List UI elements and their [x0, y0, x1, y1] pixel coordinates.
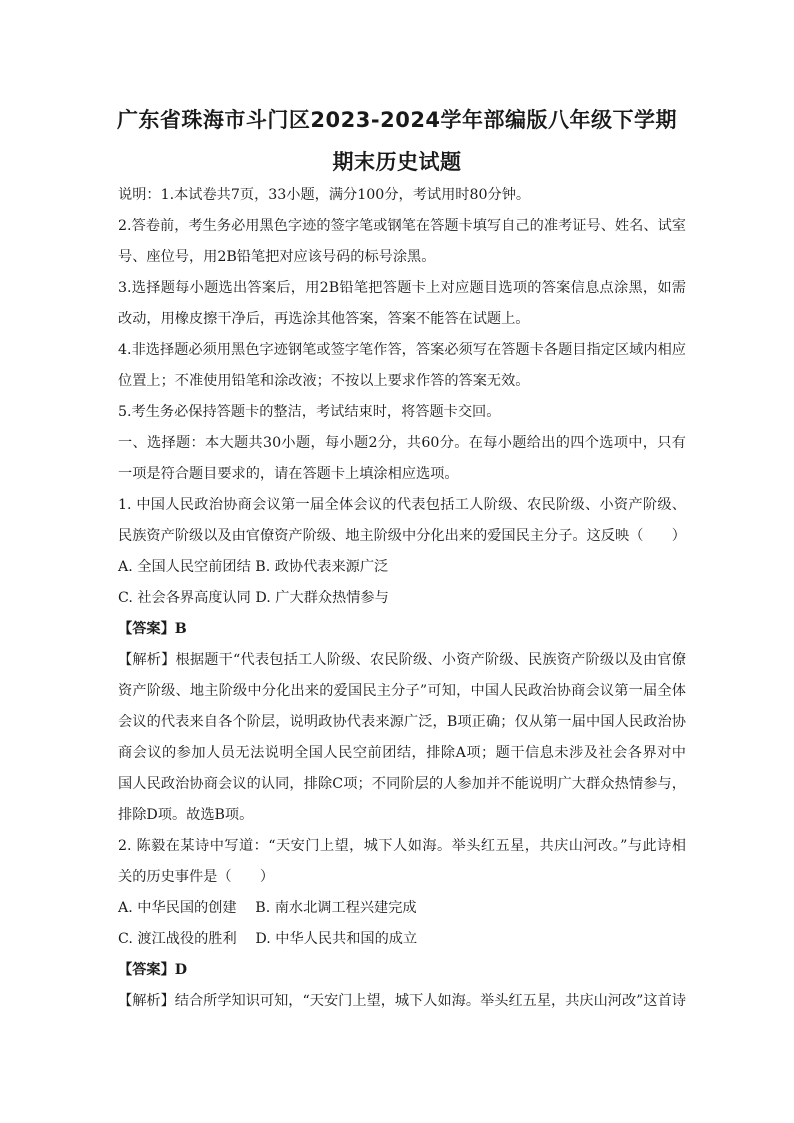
question-1-analysis: 国人民政治协商会议的认同，排除C项；不同阶层的人参加并不能说明广大群众热情参与， [118, 776, 686, 792]
instructions-line: 位置上；不准使用铅笔和涂改液；不按以上要求作答的答案无效。 [118, 373, 530, 389]
instructions-line: 5.考生务必保持答题卡的整洁，考试结束时，将答题卡交回。 [118, 404, 501, 420]
question-2-options: A. 中华民国的创建 B. 南水北调工程兴建完成 [118, 900, 417, 916]
exam-title-line-1: 广东省珠海市斗门区2023-2024学年部编版八年级下学期 [116, 108, 678, 132]
instructions-line: 2.答卷前，考生务必用黑色字迹的签字笔或钢笔在答题卡填写自己的准考证号、姓名、试室 [118, 218, 686, 234]
section-heading: 一、选择题：本大题共30小题，每小题2分，共60分。在每小题给出的四个选项中，只有 [118, 435, 686, 451]
instructions-line: 号、座位号，用2B铅笔把对应该号码的标号涂黑。 [118, 249, 436, 265]
question-2-options: C. 渡江战役的胜利 D. 中华人民共和国的成立 [118, 931, 418, 947]
question-1-text: 1. 中国人民政治协商会议第一届全体会议的代表包括工人阶级、农民阶级、小资产阶级、 [118, 497, 686, 513]
instructions-line: 4.非选择题必须用黑色字迹钢笔或签字笔作答，答案必须写在答题卡各题目指定区域内相应 [118, 342, 686, 358]
question-1-answer: 【答案】B [118, 621, 187, 637]
question-2-answer: 【答案】D [118, 962, 188, 978]
question-1-analysis: 排除D项。故选B项。 [118, 807, 254, 823]
section-heading: 一项是符合题目要求的，请在答题卡上填涂相应选项。 [118, 466, 459, 482]
question-2-analysis: 【解析】结合所学知识可知，“天安门上望，城下人如海。举头红五星，共庆山河改”这首诗 [118, 993, 686, 1009]
question-1-options: C. 社会各界高度认同 D. 广大群众热情参与 [118, 590, 389, 606]
instructions-line: 改动，用橡皮擦干净后，再选涂其他答案，答案不能答在试题上。 [118, 311, 530, 327]
instructions-line: 3.选择题每小题选出答案后，用2B铅笔把答题卡上对应题目选项的答案信息点涂黑，如需 [118, 280, 686, 296]
question-1-options: A. 全国人民空前团结 B. 政协代表来源广泛 [118, 559, 389, 575]
question-2-text: 关的历史事件是（ ） [118, 869, 275, 885]
question-1-analysis: 【解析】根据题干“代表包括工人阶级、农民阶级、小资产阶级、民族资产阶级以及由官僚 [118, 652, 686, 668]
instructions-line: 说明：1.本试卷共7页，33小题，满分100分，考试用时80分钟。 [118, 187, 531, 203]
question-2-text: 2. 陈毅在某诗中写道：“天安门上望，城下人如海。举头红五星，共庆山河改。”与此诗相 [118, 838, 686, 854]
question-1-analysis: 会议的代表来自各个阶层，说明政协代表来源广泛，B项正确；仅从第一届中国人民政治协 [118, 714, 686, 730]
exam-title-line-2: 期末历史试题 [332, 150, 462, 174]
question-1-analysis: 资产阶级、地主阶级中分化出来的爱国民主分子”可知，中国人民政治协商会议第一届全体 [118, 683, 686, 699]
question-1-text: 民族资产阶级以及由官僚资产阶级、地主阶级中分化出来的爱国民主分子。这反映（ ） [118, 528, 686, 544]
question-1-analysis: 商会议的参加人员无法说明全国人民空前团结，排除A项；题干信息未涉及社会各界对中 [118, 745, 686, 761]
